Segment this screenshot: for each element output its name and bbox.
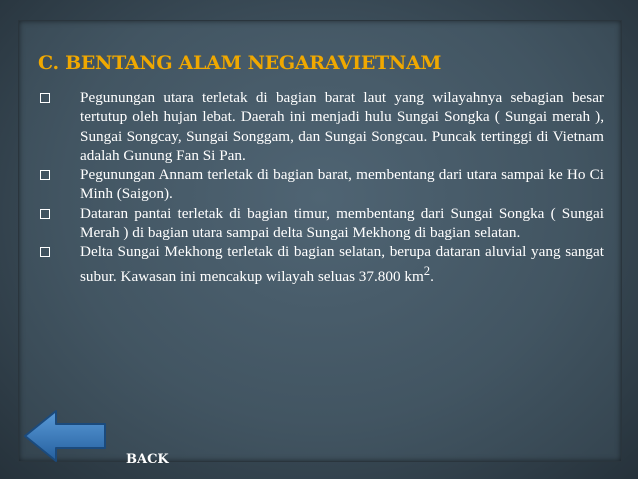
- square-bullet-icon: [40, 209, 50, 219]
- square-bullet-icon: [40, 247, 50, 257]
- bullet-item: [34, 165, 604, 204]
- bullet-item: [34, 242, 604, 286]
- bullet-text: Delta Sungai Mekhong terletak di bagian selatan, berupa dataran aluvial yang sangat subur. Kawasan ini mencakup wilayah seluas 37.800 km: [80, 243, 604, 285]
- slide-title: C. BENTANG ALAM NEGARAVIETNAM: [38, 52, 442, 74]
- bullet-text: Pegunungan utara terletak di bagian barat laut yang wilayahnya sebagian besar tertutup oleh hujan lebat. Daerah ini menjadi hulu Sungai Songka ( Sungai merah ), Sungai Songcay, Sungai Songgam, dan Sungai Songcau. Puncak tertinggi di Vietnam adalah Gunung Fan Si Pan.: [80, 89, 604, 164]
- bullet-item: [34, 204, 604, 243]
- back-button[interactable]: BACK: [126, 452, 169, 467]
- superscript-two: 2: [423, 263, 431, 278]
- square-bullet-icon: [40, 170, 50, 180]
- square-bullet-icon: [40, 93, 50, 103]
- back-arrow-shape[interactable]: [25, 411, 105, 461]
- bullet-suffix: .: [430, 267, 434, 285]
- bullet-text: Pegunungan Annam terletak di bagian barat, membentang dari utara sampai ke Ho Ci Minh (Saigon).: [80, 166, 604, 203]
- bullet-list: [34, 88, 604, 286]
- left-arrow-icon[interactable]: [22, 408, 108, 464]
- bullet-text: Dataran pantai terletak di bagian timur, membentang dari Sungai Songka ( Sungai Merah ) di bagian utara sampai delta Sungai Mekhong di bagian selatan.: [80, 204, 604, 242]
- bullet-item: [34, 88, 604, 165]
